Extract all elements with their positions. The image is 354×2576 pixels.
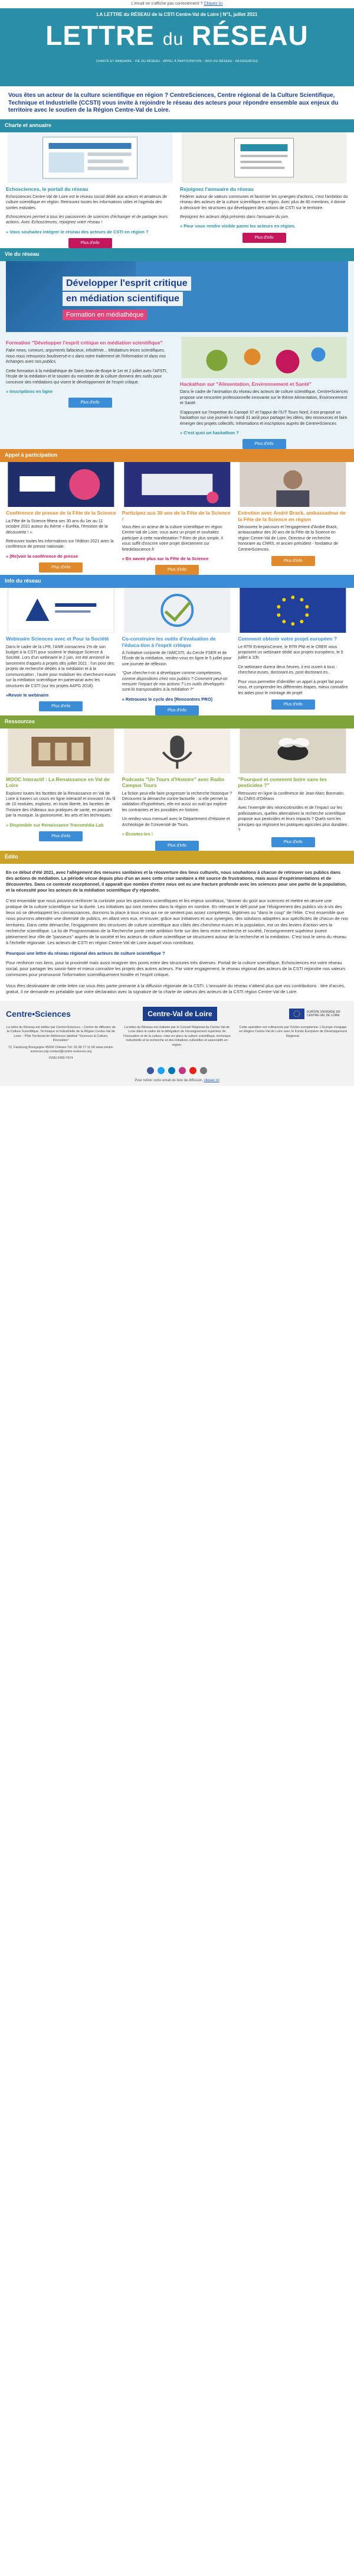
edito-para: Pour renforcer nos liens, pour la proximité mais aussi imaginer des ponts entre des structures très diverses. Portail de la culture scientifique, Echosciences est votre réseau social, pour partager les savoir-faire et mieux connaître les projets des autres acteurs. Par votre engagement, le réseau régional des acteurs de la CSTI rejoindre nos valeurs communes pour promouvoir l'information scientifiquement fondée et l'esprit critique. xyxy=(6,960,346,978)
footer-col-1: La lettre du Réseau est éditée par Centre•Sciences – Centre de diffusion de la Culture Scientifique, Technique et Industrielle de la Région Centre-Val de Loire – Pôle Territorial de Référence labélisé "Sciences & Culture, Innovation" 72, Faubourg Bourgogne 45000 Orléans Tél. 02.38.77.11.06 www.centre-sciences.org contact@centre-sciences.org ISSN 2490-7674 xyxy=(6,1025,116,1061)
mooc-image xyxy=(6,728,116,773)
card-link[interactable]: »Revoir le webinaire xyxy=(6,692,49,698)
section-info xyxy=(0,588,354,715)
footer xyxy=(0,1001,354,1086)
card-entretien xyxy=(238,462,348,575)
youtube-icon[interactable] xyxy=(189,1067,196,1074)
card-title: Podcasts "Un Tours d'Histoire" avec Radio Campus Tours xyxy=(122,776,225,789)
card-text: Fake news, rumeurs, arguments fallacieux, infodémie... Médiateurs-trices scientifiques, nous nous retrouvons bouleversé-e-s dans notre traitement de l'information et dans nos échanges avec nos publics. Cette formation à la médiathèque de Saint-Jean-de-Braye le 1er et 2 juillet avec l'AFSTI, l'école de la médiation et le soutien du ministère de la culture donnera des outils pour concevoir des médiations qui visent le développement de l'esprit critique. xyxy=(6,349,168,385)
card-podcasts xyxy=(122,728,232,850)
card-europe xyxy=(238,588,348,715)
title-du: du xyxy=(162,30,184,49)
annuaire-image xyxy=(180,132,348,183)
card-text: Dans le cadre de l'animation du réseau des acteurs de culture scientifique, Centre•Sciences propose une rencontre professionnelle innovante sur le thème Alimentation, Environnement et Santé. S'appuyant sur l'expertise du Canopé 37 et l'appui de l'IUT Tours Nord, il est proposé un hackathon sur une journée le mardi 31 août pour partager les idées, des ressources et faire émerger des projets collectifs. Informations et inscriptions auprès de Centre•Sciences xyxy=(180,390,348,426)
title-main: LETTRE xyxy=(45,20,155,51)
section-band-info: Info du réseau xyxy=(0,575,354,588)
card-conference xyxy=(6,462,116,575)
footer-col-3: Cette opération est cofinancée par l'Union européenne. L'Europe s'engage en Région Centre-Val de Loire avec le Fonds Européen de Développement Régional. xyxy=(239,1025,348,1038)
card-text: Le RTR EntreprisCentre, le RTR PNI et le CRER vous proposent un webinaire dédié aux projets européens, le 5 juillet à 10h. Ce webinaire durera deux heures, il est ouvert à tous : chercheur.euses, doctorant.es, post-doctorant.es... Pour vous permettre d'identifier un appel à projet fait pour vous, et comprendre les différentes étapes, mieux connaître les aides pour le montage de projet xyxy=(238,645,348,695)
card-title: Echosciences, le portail du réseau xyxy=(6,186,88,192)
portrait-image xyxy=(238,462,348,507)
edito-para: Vous êtes destinataire de cette lettre car vous êtes partie prenante à la diffusion régionale de la CSTI. L'annuaire du réseau n'attend plus que vos contributions : titre d'accès, gratuit, il ne demande en préalable que votre déclaration avec la signature de la charte de valeurs des acteurs de la CSTI région Centre-Val de Loire. xyxy=(6,983,345,994)
section-edito xyxy=(0,864,354,1001)
section-band-vie: Vie du réseau xyxy=(0,248,354,261)
topbar xyxy=(0,0,354,8)
card-participez xyxy=(122,462,232,575)
section-band-edito: Édito xyxy=(0,851,354,864)
edito-para: En ce début d'été 2021, avec l'allègement des mesures sanitaires et la réouverture des lieux culturels, nous souhaitons à chacun de retrouver ses publics dans des actions de médiation. La période vécue depuis plus d'un an avec cette crise sanitaire a été source de frustrations, mais aussi d'expérimentations et de découvertes. Dans ce contexte exceptionnel, il apparaît que nombre d'entre nous ont eu une fracture profonde avec les sciences pour une partie de la population, et la nécessité pour les acteurs de la médiation scientifique d'y répondre. xyxy=(6,869,347,893)
card-link[interactable]: » Retrouvez le cycle des [Rencontres PRO] xyxy=(122,696,213,702)
header-title xyxy=(0,19,354,51)
card-title: "Pourquoi et comment boire sans les pesticides ?" xyxy=(238,776,327,789)
banner-line2: en médiation scientifique xyxy=(63,292,183,306)
card-formation xyxy=(6,337,174,449)
card-text: Echosciences Centre-Val de Loire est le réseau social dédié aux acteurs et amateurs de culture scientifique en région. Retrouvez toutes les informations utiles et l'agenda des sorties estivales. Echosciences permet à tous les passionnés de sciences d'échanger et de partager leurs actions. Avec Echosciences, rejoignez votre réseau ! xyxy=(6,194,168,225)
section-appel xyxy=(0,462,354,575)
card-title: Formation "Développer l'esprit critique en médiation scientifique" xyxy=(6,340,163,346)
card-text: La Fête de la Science fêtera ses 30 ans du 1er au 11 octobre 2021 autour du thème « Eurêka, l'émotion de la découverte ! ». Retrouvez toutes les informations sur l'édition 2021 avec la conférence de presse nationale. xyxy=(6,519,114,549)
plus-info-button[interactable]: Plus d'info xyxy=(39,701,83,711)
hackathon-image xyxy=(180,337,348,378)
card-pesticides xyxy=(238,728,348,850)
card-text: La fiction peut-elle faire progresser la recherche historique ? Découvrez la démarche contre-factuelle : si elle permet la validation d'hypothèses, elle est aussi un outil qui explore les contraintes et les possibles en histoire. Un rendez-vous mensuel avec le Département d'Histoire et Archéologie de l'Université de Tours. xyxy=(122,791,232,827)
fete-science-image xyxy=(6,462,116,507)
plus-info-button[interactable]: Plus d'info xyxy=(68,398,112,408)
banner-line1: Développer l'esprit critique xyxy=(63,277,191,291)
linkedin-icon[interactable] xyxy=(168,1067,175,1074)
card-webinaire xyxy=(6,588,116,715)
anr-logo xyxy=(6,588,116,633)
card-mooc xyxy=(6,728,116,850)
card-link[interactable]: » En savoir plus sur la Fête de la Science xyxy=(122,556,209,561)
plus-info-button[interactable]: Plus d'info xyxy=(155,841,199,851)
unsubscribe-link[interactable]: cliquez ici xyxy=(204,1078,219,1082)
card-title: Conférence de presse de la Fête de la Science xyxy=(6,510,116,516)
plus-info-button[interactable]: Plus d'info xyxy=(242,439,286,449)
card-link[interactable]: » Pour vous rendre visible parmi les acteurs en région. xyxy=(180,223,296,229)
card-title: Comment obtenir votre projet européen ? xyxy=(238,636,337,642)
banner-line3: Formation en médiathèque xyxy=(63,310,147,320)
footer-col-2: La lettre du Réseau est réalisée par le Conseil Régional du Centre Val de Loire dans le cadre de la délégation de l'enseignement supérieur de l'innovation et de la culture, mise en place la culture scientifique, technique industrielle et la recherche et des initiatives culturelles et associatifs en région. xyxy=(123,1025,231,1047)
title-end: RÉSEAU xyxy=(192,20,309,51)
section-band-ressources: Ressources xyxy=(0,715,354,728)
card-title: MOOC Interactif : La Renaissance en Val de Loire xyxy=(6,776,110,789)
view-online-link[interactable]: Cliquez ici xyxy=(204,2,223,6)
plus-info-button[interactable]: Plus d'info xyxy=(68,238,112,248)
bee-image xyxy=(238,728,348,773)
card-echosciences xyxy=(6,132,174,249)
card-coconstruire xyxy=(122,588,232,715)
plus-info-button[interactable]: Plus d'info xyxy=(271,556,315,566)
twitter-icon[interactable] xyxy=(158,1067,165,1074)
podcast-image xyxy=(122,728,232,773)
email-icon[interactable] xyxy=(200,1067,207,1074)
instagram-icon[interactable] xyxy=(179,1067,186,1074)
card-text: Vous êtes un acteur de la culture scientifique en région Centre-Val de Loire, vous avez un projet et souhaitez participer à cette manifestation ? Rien de plus simple, il vous suffit d'inscrire votre projet directement sur fetedelascience.fr xyxy=(122,525,223,552)
plus-info-button[interactable]: Plus d'info xyxy=(155,565,199,575)
header-subtitle: LA LETTRE du RÉSEAU de la CSTI Centre-Val de Loire | N°1, juillet 2021 xyxy=(96,12,258,17)
plus-info-button[interactable]: Plus d'info xyxy=(242,233,286,243)
formation-banner xyxy=(6,261,348,332)
card-text: Explorez toutes les facettes de la Renaissance en Val de Loire à travers un cours en ligne interactif et innovant ! Au fil de 10 modules, explorez, en toute liberté, les facettes de l'histoire des châteaux aux pratiques de santé, en passant par la musique, la gastronomie, les arts et les techniques. xyxy=(6,791,116,818)
section-band-appel: Appel à participation xyxy=(0,449,354,462)
card-title: Rejoignez l'annuaire du réseau xyxy=(180,186,254,192)
card-text: Fédérer autour de valeurs communes et favoriser les synergies d'actions, c'est l'ambition du réseau des acteurs de la culture scientifique en région. Avec plus de 80 membres, il donne à découvrir les structures qui développent des actions de CSTI sur le territoire. Rejoignez les acteurs déjà présents dans l'annuaire du jum. xyxy=(180,194,348,219)
card-text: À l'initiative conjointe de l'AMCSTI, du Cercle FSER et de l'École de la médiation, rendez-vous en ligne le 5 juillet pour une journée de réflexion. "Que cherche-t-on à développer comme compétences, comme dispositions chez nos publics ? Comment peut-on mesurer l'impact de nos actions ? Les outils développés sont-ils transposables à la médiation ?" xyxy=(122,650,232,692)
centre-sciences-logo: Centre•Sciences xyxy=(6,1009,71,1019)
card-text: Retrouvez en ligne la conférence de Jean-Marc Bonmatin, du CNRS d'Orléans Avec l'exemple des néonicotinoïdes et de l'impact sur les pollinisateurs, quelles alternatives la recherche scientifique propose aux pesticides et leurs impacts ? Quels sont les principes qui régissent les pratiques agricoles plus durables ? xyxy=(238,791,348,833)
eu-flag-image xyxy=(238,588,348,633)
card-link[interactable]: » C'est quoi un hackathon ? xyxy=(180,430,239,436)
plus-info-button[interactable]: Plus d'info xyxy=(39,831,83,841)
eu-label: EUROPE S'ENGAGE EN CENTRE-VAL DE LOIRE xyxy=(307,1010,340,1017)
section-charte xyxy=(0,132,354,249)
topbar-text: L'email ne s'affiche pas correctement ? xyxy=(131,2,203,6)
echosciences-image xyxy=(6,132,174,183)
card-title: Hackathon sur "Alimentation, Environnement et Santé" xyxy=(180,381,312,388)
edito-para: C'est ensemble que nous pouvons renforcer la curiosité pour les questions scientifiques et les enjeux sociétaux, "donner du goût aux sciences et mettre en œuvre une pratique de la culture scientifique sur la durée. Les initiatives qui sont menées dans la région en nombre. En relevant le défi posé par l'éloignement des publics vis-à-vis des lieux où se développent les connaissances, donnons la place à tous ceux qui ne se sentent pas assez compétents, légitimes ou "dans le coup" de l'élite. C'est ensemble que nous pourrons atteindre une diversité de publics, en allant vers eux, et trouver, grâce aux initiatives et aux synergies, des solutions adaptées aux spécificités de chacun de nos territoires. Dans cette démarche, l'engagement des structures de culture scientifique aux côtés des chercheur-euses et la population, est un des leviers d'action vers la recherche scientifique. La loi de Programmation de la Recherche porte cette ambition forte sur des liens entre recherche et société, l'enseignement supérieur jouent pleinement leur rôle de "passeurs" auprès de la société et les acteurs de culture scientifique se structurent autour de la recherche et la médiation. C'est tout le sens du réseau à l'échelle régionale. Les acteurs de CSTI en région Centre-Val de Loire auquel vous contribuez. xyxy=(6,898,348,945)
card-text: Découvrez le parcours et l'engagement d'André Brack, ambassadeur des 30 ans de la Fête de la Science en région Centre-Val de Loire, Directeur de recherche honoraire au CNRS, et ancien président - fondateur de Centre•Sciences. xyxy=(238,525,339,552)
facebook-icon[interactable] xyxy=(147,1067,154,1074)
section-band-charte: Charte et annuaire xyxy=(0,119,354,132)
plus-info-button[interactable]: Plus d'info xyxy=(155,705,199,715)
evaluation-image xyxy=(122,588,232,633)
plus-info-button[interactable]: Plus d'info xyxy=(39,562,83,573)
header-nav[interactable]: CHARTE ET ANNUAIRE - VIE DU RÉSEAU - APPEL À PARTICIPATION - INFO DU RÉSEAU - RESSOURCES xyxy=(96,60,258,63)
eu-flag-icon xyxy=(289,1009,304,1019)
intro-text: Vous êtes un acteur de la culture scientifique en région ? CentreSciences, Centre régional de la Culture Scientifique, Technique et Industrielle (CCSTI) vous invite à rejoindre le réseau des acteurs pour répondre ensemble aux enjeux du territoire avec le soutien de la Région Centre-Val de Loire. xyxy=(8,92,339,113)
section-ressources xyxy=(0,728,354,850)
card-link[interactable]: » Vous souhaitez intégrer le réseau des acteurs de CSTI en région ? xyxy=(6,229,149,235)
card-title: Co-construire les outils d'évaluation de l'éduca-tion à l'esprit critique xyxy=(122,636,216,648)
card-title: Entretien avec André Brack, ambassadeur de la Fête de la Science en région xyxy=(238,510,346,522)
card-annuaire xyxy=(180,132,348,249)
card-link[interactable]: » Écoutez-les ! xyxy=(122,831,153,837)
card-title: Participez aux 30 ans de la Fête de la Science ! xyxy=(122,510,231,522)
edito-question: Pourquoi une lettre du réseau régional des acteurs de culture scientifique ? xyxy=(6,951,165,957)
section-vie xyxy=(0,261,354,449)
card-title: Webinaire Sciences avec et Pour la Société xyxy=(6,636,109,642)
card-text: Dans le cadre de la LPR, l'ANR consacrera 1% de son budget à la CSTI pour soutenir le dialogue Science & Société. Lors d'un webinaire le 2 juin, ont été annoncé le lancement d'appels à projets dès juillet 2021 : l'un pour des projets de recherche dédiés à la médiation et à la communication ; l'autre pour mobiliser les chercheurs-euses sur la médiation scientifique en partenariat avec les structures de CSTI (sur les projets AAPG 2018). xyxy=(6,645,116,688)
newsletter-header xyxy=(0,8,354,86)
fete-30-ans-image xyxy=(122,462,232,507)
card-link[interactable]: » (Re)voir la conférence de presse xyxy=(6,553,78,559)
card-link[interactable]: » Disponible sur Renaissance Transmédia Lab xyxy=(6,822,104,828)
social-icons xyxy=(6,1067,348,1074)
card-link[interactable]: » Inscriptions en ligne xyxy=(6,389,53,395)
plus-info-button[interactable]: Plus d'info xyxy=(271,700,315,710)
unsubscribe: Pour retirer votre email de liste de diffusion, cliquez ici xyxy=(135,1078,219,1082)
plus-info-button[interactable]: Plus d'info xyxy=(271,837,315,847)
card-hackathon xyxy=(180,337,348,449)
region-logo: Centre-Val de Loire xyxy=(143,1007,217,1021)
